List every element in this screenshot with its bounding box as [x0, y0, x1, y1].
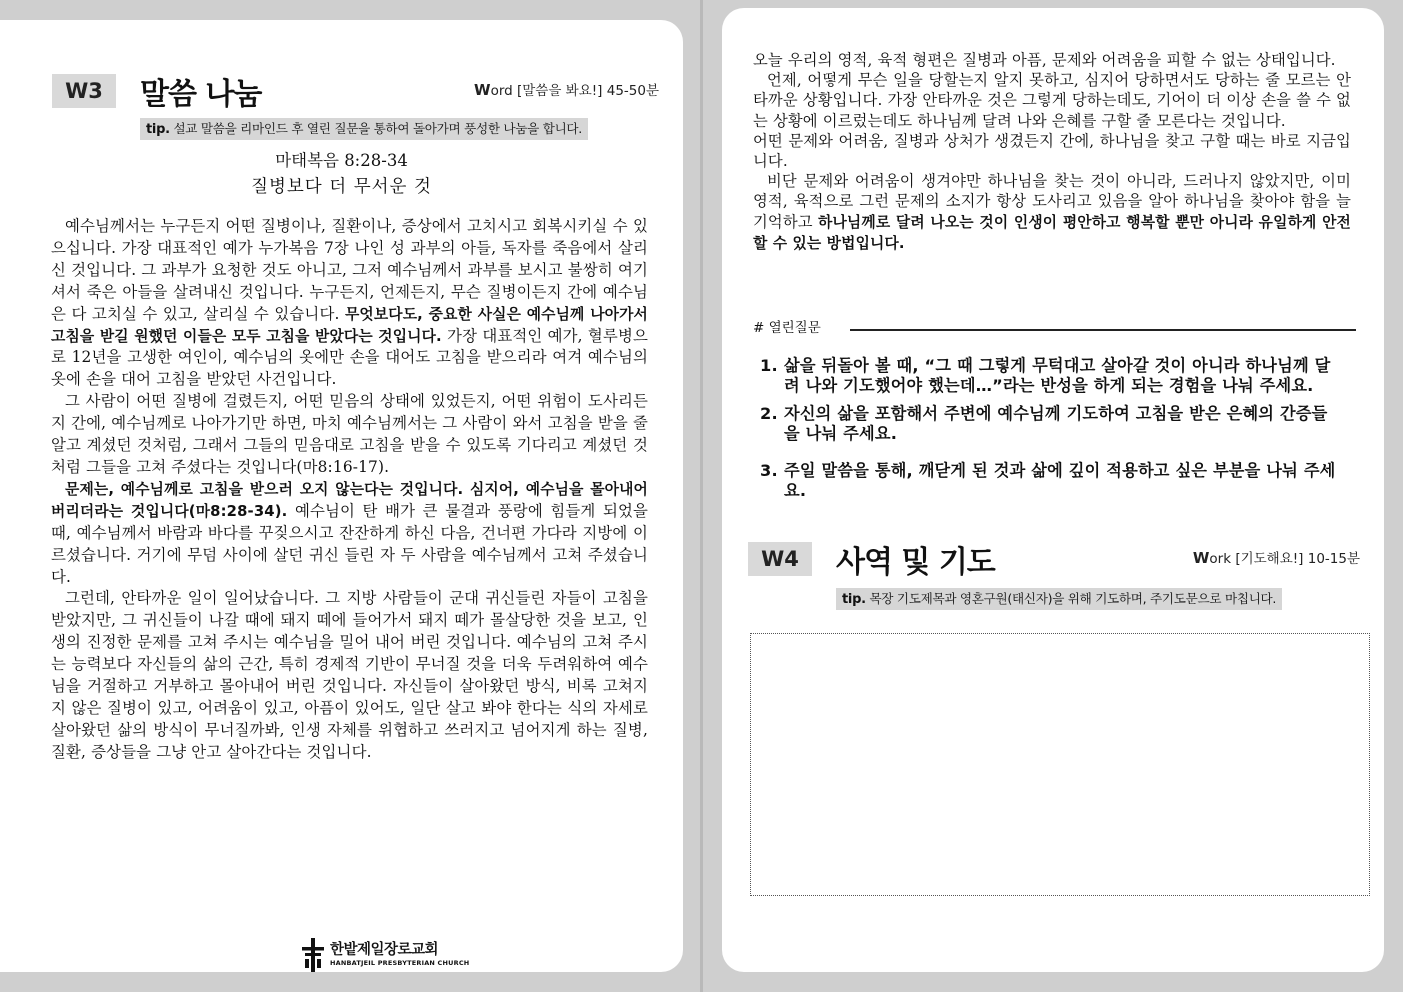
paragraph-text: 가장 대표적인 예가, 혈루병으로 12년을 고생한 여인이, 예수님의 옷에만 손을 대어도 고침을 받으리라 여겨 예수님의 옷에 손을 대어 고침을 받았던 사건입니다.	[51, 326, 648, 389]
question-item	[760, 461, 1340, 500]
paragraph-text: 예수님이 탄 배가 큰 물결과 풍랑에 힘들게 되었을 때, 예수님께서 바람과 바다를 꾸짖으시고 잔잔하게 하신 다음, 건너편 가다라 지방에 이르셨습니다. 거기에 무덤 사이에 살던 귀신 들린 자 두 사람을 예수님께서 고쳐 주셨습니다.	[51, 501, 648, 586]
body-paragraph	[51, 391, 648, 479]
body-paragraph	[753, 50, 1351, 70]
paragraph-text: 어떤 문제와 어려움, 질병과 상처가 생겼든지 간에, 하나님을 찾고 구할 때는 바로 지금입니다.	[753, 131, 1351, 171]
body-paragraph	[51, 216, 648, 391]
spread-divider	[700, 0, 703, 992]
question-item	[760, 404, 1340, 443]
question-text: 삶을 뒤돌아 볼 때, “그 때 그렇게 무턱대고 살아갈 것이 아니라 하나님께 달려 나와 기도했어야 했는데…”라는 반성을 하게 되는 경험을 나눠 주세요.	[784, 356, 1331, 395]
section-meta	[1193, 547, 1360, 567]
section-title: 말씀 나눔	[140, 77, 262, 112]
right-page	[722, 8, 1384, 972]
question-number: 3.	[760, 461, 778, 480]
section-meta	[474, 79, 659, 99]
paragraph-text: 오늘 우리의 영적, 육적 형편은 질병과 아픔, 문제와 어려움을 피할 수 없는 상태입니다.	[753, 51, 1336, 69]
body-paragraph	[753, 171, 1351, 254]
questions-rule	[850, 329, 1356, 331]
meta-rest: ord [말씀을 봐요!] 45-50분	[490, 83, 659, 99]
paragraph-text: 예수님께서는 누구든지 어떤 질병이나, 질환이나, 증상에서 고치시고 회복시키실 수 있으십니다. 가장 대표적인 예가 누가복음 7장 나인 성 과부의 아들, 독자를 죽음에서 살리신 것입니다. 그 과부가 요청한 것도 아니고, 그저 예수님께서 과부를 보시고 불쌍히 여기셔서 죽은 아들을 살려내신 것입니다. 누구든지, 언제든지, 무슨 질병이든지 간에 예수님은 다 고치실 수 있고, 살리실 수 있습니다.	[51, 217, 648, 323]
sermon-continuation	[753, 50, 1351, 254]
questions-label: # 열린질문	[753, 320, 821, 336]
meta-initial: W	[1192, 549, 1210, 567]
church-logo	[300, 938, 469, 972]
section-header-w3	[52, 69, 261, 113]
prayer-notes-box[interactable]	[750, 633, 1370, 896]
question-list	[760, 356, 1340, 509]
emphasis-text: 하나님께로 달려 나오는 것이 인생이 평안하고 행복할 뿐만 아니라 유일하게 안전할 수 있는 방법입니다.	[753, 213, 1351, 252]
paragraph-text: 그 사람이 어떤 질병에 걸렸든지, 어떤 믿음의 상태에 있었든지, 어떤 위험이 도사리든지 간에, 예수님께로 나아가기만 하면, 마치 예수님께서는 그 사람이 와서 고침을 받을 줄 알고 계셨던 것처럼, 그래서 그들의 믿음대로 고침을 받을 수 있도록 기다리고 계셨던 것처럼 그들을 고쳐 주셨다는 것입니다(마8:16-17).	[51, 392, 648, 476]
tip-bar	[836, 588, 1282, 610]
meta-initial: W	[474, 81, 491, 99]
sermon-body	[51, 216, 648, 764]
scripture-reference: 마태복음 8:28-34	[275, 151, 408, 170]
sermon-title: 질병보다 더 무서운 것	[251, 177, 432, 197]
emphasis-text: 무엇보다도, 중요한 사실은 예수님께 나아가서 고침을 받길 원했던 이들은 모두 고침을 받았다는 것입니다.	[51, 305, 648, 345]
question-number: 1.	[760, 356, 778, 375]
question-number: 2.	[760, 404, 778, 423]
section-header-w4	[748, 537, 995, 581]
church-name-en: HANBATJEIL PRESBYTERIAN CHURCH	[330, 959, 470, 967]
body-paragraph	[753, 70, 1351, 131]
scripture-block	[0, 148, 683, 200]
section-badge: W4	[748, 542, 812, 576]
paragraph-text: 비단 문제와 어려움이 생겨야만 하나님을 찾는 것이 아니라, 드러나지 않았지만, 이미 영적, 육적으로 그런 문제의 소지가 항상 도사리고 있음을 알아 하나님을 찾아야 함을 늘 기억하고	[753, 172, 1351, 231]
tip-text: 설교 말씀을 리마인드 후 열린 질문을 통하여 돌아가며 풍성한 나눔을 합니다.	[173, 121, 583, 136]
cross-logo-icon	[300, 938, 326, 972]
left-page	[0, 20, 683, 972]
tip-label: tip.	[146, 122, 170, 137]
emphasis-text: 문제는, 예수님께로 고침을 받으러 오지 않는다는 것입니다. 심지어, 예수님을 몰아내어 버리더라는 것입니다(마8:28-34).	[51, 480, 648, 520]
body-paragraph	[51, 588, 648, 763]
paragraph-text: 그런데, 안타까운 일이 일어났습니다. 그 지방 사람들이 군대 귀신들린 자들이 고침을 받았지만, 그 귀신들이 나갈 때에 돼지 떼에 들어가서 돼지 떼가 몰살당한 것을 보고, 인생의 진정한 문제를 고쳐 주시는 예수님을 밀어 내어 버린 것입니다. 예수님의 고쳐 주시는 능력보다 자신들의 삶의 근간, 특히 경제적 기반이 무너질 것을 더욱 두려워하여 예수님을 거절하고 거부하고 몰아내어 버린 것입니다. 자신들이 살아왔던 방식, 비록 고쳐지지 않은 질병이 있고, 어려움이 있고, 아픔이 있어도, 일단 살고 봐야 한다는 식의 자세로 살아왔던 삶의 방식이 무너질까봐, 인생 자체를 위협하고 쓰러지고 넘어지게 하는 질병, 질환, 증상들을 그냥 안고 살아간다는 것입니다.	[51, 589, 648, 761]
paragraph-text: 언제, 어떻게 무슨 일을 당할는지 알지 못하고, 심지어 당하면서도 당하는 줄 모르는 안타까운 상황입니다. 가장 안타까운 것은 그렇게 당하는데도, 기어이 더 이상 손을 쓸 수 없는 상황에 이르렀는데도 하나님께 달려 나와 은혜를 구할 줄 모른다는 것입니다.	[753, 71, 1351, 130]
body-paragraph	[51, 479, 648, 589]
question-text: 주일 말씀을 통해, 깨닫게 된 것과 삶에 깊이 적용하고 싶은 부분을 나눠 주세요.	[784, 461, 1336, 500]
meta-rest: ork [기도해요!] 10-15분	[1209, 551, 1360, 567]
section-badge: W3	[52, 74, 116, 108]
question-text: 자신의 삶을 포함해서 주변에 예수님께 기도하여 고침을 받은 은혜의 간증들을 나눠 주세요.	[784, 404, 1328, 443]
church-name: 한밭제일장로교회	[330, 942, 439, 958]
section-title: 사역 및 기도	[836, 545, 995, 580]
body-paragraph	[753, 131, 1351, 171]
tip-label: tip.	[842, 592, 866, 607]
tip-text: 목장 기도제목과 영혼구원(태신자)을 위해 기도하며, 주기도문으로 마칩니다.	[869, 591, 1277, 606]
tip-bar	[140, 118, 588, 140]
question-item	[760, 356, 1340, 395]
